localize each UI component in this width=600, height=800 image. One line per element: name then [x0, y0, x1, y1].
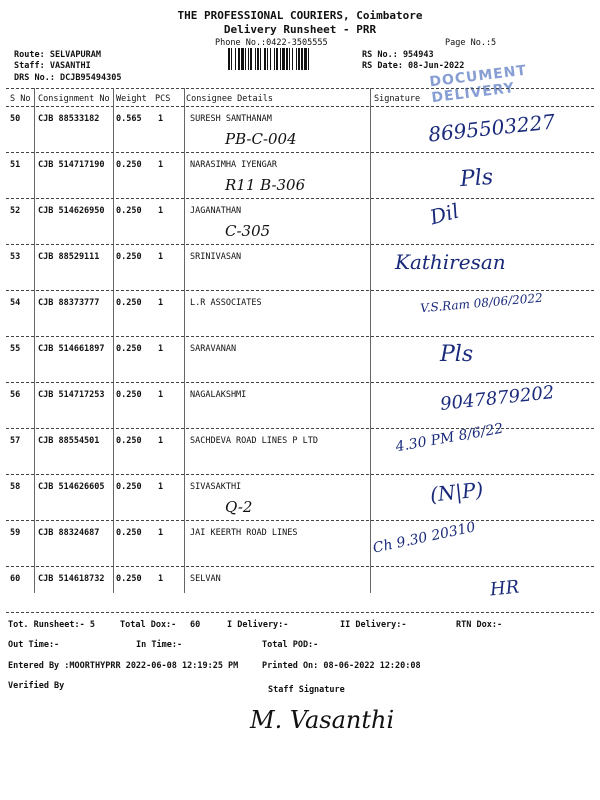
row-signature: HR [488, 576, 521, 601]
row-consignment-no: CJB 88533182 [38, 114, 100, 124]
row-consignment-no: CJB 88554501 [38, 436, 100, 446]
row-consignee: L.R ASSOCIATES [190, 298, 262, 308]
row-sno: 57 [10, 436, 21, 446]
row-consignee: SELVAN [190, 574, 221, 584]
header-top-rule [6, 88, 594, 89]
row-divider [6, 428, 594, 429]
row-weight: 0.250 [116, 206, 142, 216]
row-sno: 55 [10, 344, 21, 354]
row-sno: 60 [10, 574, 21, 584]
row-weight: 0.250 [116, 252, 142, 262]
row-handwritten-note: R11 B-306 [225, 176, 306, 194]
row-consignee: JAI KEERTH ROAD LINES [190, 528, 298, 538]
total-dox-value: 60 [190, 620, 201, 630]
row-signature: Pls [440, 342, 474, 367]
row-pcs: 1 [158, 160, 164, 170]
row-signature: 8695503227 [427, 109, 557, 147]
entered-by: Entered By :MOORTHYPRR 2022-06-08 12:19:25 PM [8, 661, 239, 671]
row-signature: Kathiresan [395, 250, 506, 274]
col-pcs: PCS [155, 94, 171, 104]
row-pcs: 1 [158, 528, 164, 538]
row-divider [6, 566, 594, 567]
in-time: In Time:- [136, 640, 183, 650]
route-label: Route: SELVAPURAM [14, 50, 101, 60]
row-handwritten-note: Q-2 [225, 498, 253, 516]
row-divider [6, 152, 594, 153]
header-bottom-rule [6, 106, 594, 107]
row-pcs: 1 [158, 390, 164, 400]
row-weight: 0.250 [116, 344, 142, 354]
row-pcs: 1 [158, 298, 164, 308]
row-pcs: 1 [158, 482, 164, 492]
ii-delivery: II Delivery:- [340, 620, 407, 630]
i-delivery: I Delivery:- [227, 620, 289, 630]
phone-number: Phone No.:0422-3505555 [215, 38, 328, 48]
row-weight: 0.250 [116, 528, 142, 538]
row-weight: 0.565 [116, 114, 142, 124]
row-pcs: 1 [158, 252, 164, 262]
row-handwritten-note: C-305 [225, 222, 271, 240]
rs-date: RS Date: 08-Jun-2022 [362, 61, 465, 71]
row-divider [6, 244, 594, 245]
col-consignee: Consignee Details [186, 94, 273, 104]
row-consignee: SARAVANAN [190, 344, 237, 354]
row-divider [6, 290, 594, 291]
row-consignee: SIVASAKTHI [190, 482, 242, 492]
company-title: THE PROFESSIONAL COURIERS, Coimbatore [177, 9, 423, 22]
row-signature: 9047879202 [439, 382, 556, 415]
row-consignment-no: CJB 88373777 [38, 298, 100, 308]
row-consignee: NARASIMHA IYENGAR [190, 160, 277, 170]
row-signature: Dil [427, 198, 462, 230]
row-sno: 54 [10, 298, 21, 308]
row-divider [6, 382, 594, 383]
row-sno: 50 [10, 114, 21, 124]
row-consignee: JAGANATHAN [190, 206, 242, 216]
row-pcs: 1 [158, 206, 164, 216]
total-dox-label: Total Dox:- [120, 620, 177, 630]
row-signature: (N|P) [428, 477, 485, 507]
barcode [228, 48, 356, 70]
row-sno: 51 [10, 160, 21, 170]
tot-runsheet: Tot. Runsheet:- 5 [8, 620, 95, 630]
col-divider [370, 88, 371, 593]
row-consignee: SURESH SANTHANAM [190, 114, 272, 124]
row-consignment-no: CJB 514661897 [38, 344, 105, 354]
row-sno: 53 [10, 252, 21, 262]
drs-number: DRS No.: DCJB95494305 [14, 73, 122, 83]
staff-signature-handwriting: M. Vasanthi [250, 706, 395, 734]
row-weight: 0.250 [116, 574, 142, 584]
row-divider [6, 336, 594, 337]
verified-by: Verified By [8, 681, 65, 691]
staff-signature-label: Staff Signature [268, 685, 345, 695]
out-time: Out Time:- [8, 640, 60, 650]
row-divider [6, 474, 594, 475]
row-signature: Ch 9.30 20310 [371, 519, 477, 557]
document-delivery-stamp: DOCUMENT DELIVERY [428, 62, 528, 107]
row-consignment-no: CJB 514626950 [38, 206, 105, 216]
row-pcs: 1 [158, 436, 164, 446]
row-signature: Pls [459, 164, 494, 193]
rs-number: RS No.: 954943 [362, 50, 434, 60]
total-pod: Total POD:- [262, 640, 319, 650]
col-divider [184, 88, 185, 593]
printed-on: Printed On: 08-06-2022 12:20:08 [262, 661, 421, 671]
row-weight: 0.250 [116, 436, 142, 446]
col-sno: S No [10, 94, 31, 104]
row-divider [6, 198, 594, 199]
row-divider [6, 612, 594, 613]
row-weight: 0.250 [116, 160, 142, 170]
barcode-graphic [228, 48, 356, 70]
row-pcs: 1 [158, 574, 164, 584]
row-handwritten-note: PB-C-004 [225, 130, 297, 148]
row-divider [6, 520, 594, 521]
page-number: Page No.:5 [445, 38, 497, 48]
row-pcs: 1 [158, 114, 164, 124]
col-divider [34, 88, 35, 593]
row-consignee: NAGALAKSHMI [190, 390, 247, 400]
row-sno: 59 [10, 528, 21, 538]
row-consignment-no: CJB 514626605 [38, 482, 105, 492]
row-consignment-no: CJB 88324687 [38, 528, 100, 538]
row-sno: 58 [10, 482, 21, 492]
row-weight: 0.250 [116, 298, 142, 308]
row-consignee: SACHDEVA ROAD LINES P LTD [190, 436, 318, 446]
staff-label: Staff: VASANTHI [14, 61, 91, 71]
row-sno: 56 [10, 390, 21, 400]
runsheet-title: Delivery Runsheet - PRR [223, 23, 377, 36]
row-consignment-no: CJB 88529111 [38, 252, 100, 262]
row-signature: V.S.Ram 08/06/2022 [419, 290, 544, 316]
row-signature: 4.30 PM 8/6/22 [394, 420, 505, 456]
row-consignee: SRINIVASAN [190, 252, 242, 262]
col-weight: Weight [116, 94, 147, 104]
rtn-dox: RTN Dox:- [456, 620, 503, 630]
row-weight: 0.250 [116, 482, 142, 492]
row-pcs: 1 [158, 344, 164, 354]
row-consignment-no: CJB 514618732 [38, 574, 105, 584]
row-consignment-no: CJB 514717253 [38, 390, 105, 400]
col-divider [113, 88, 114, 593]
col-signature: Signature [374, 94, 421, 104]
row-consignment-no: CJB 514717190 [38, 160, 105, 170]
row-sno: 52 [10, 206, 21, 216]
row-weight: 0.250 [116, 390, 142, 400]
col-consignment: Consignment No [38, 94, 110, 104]
